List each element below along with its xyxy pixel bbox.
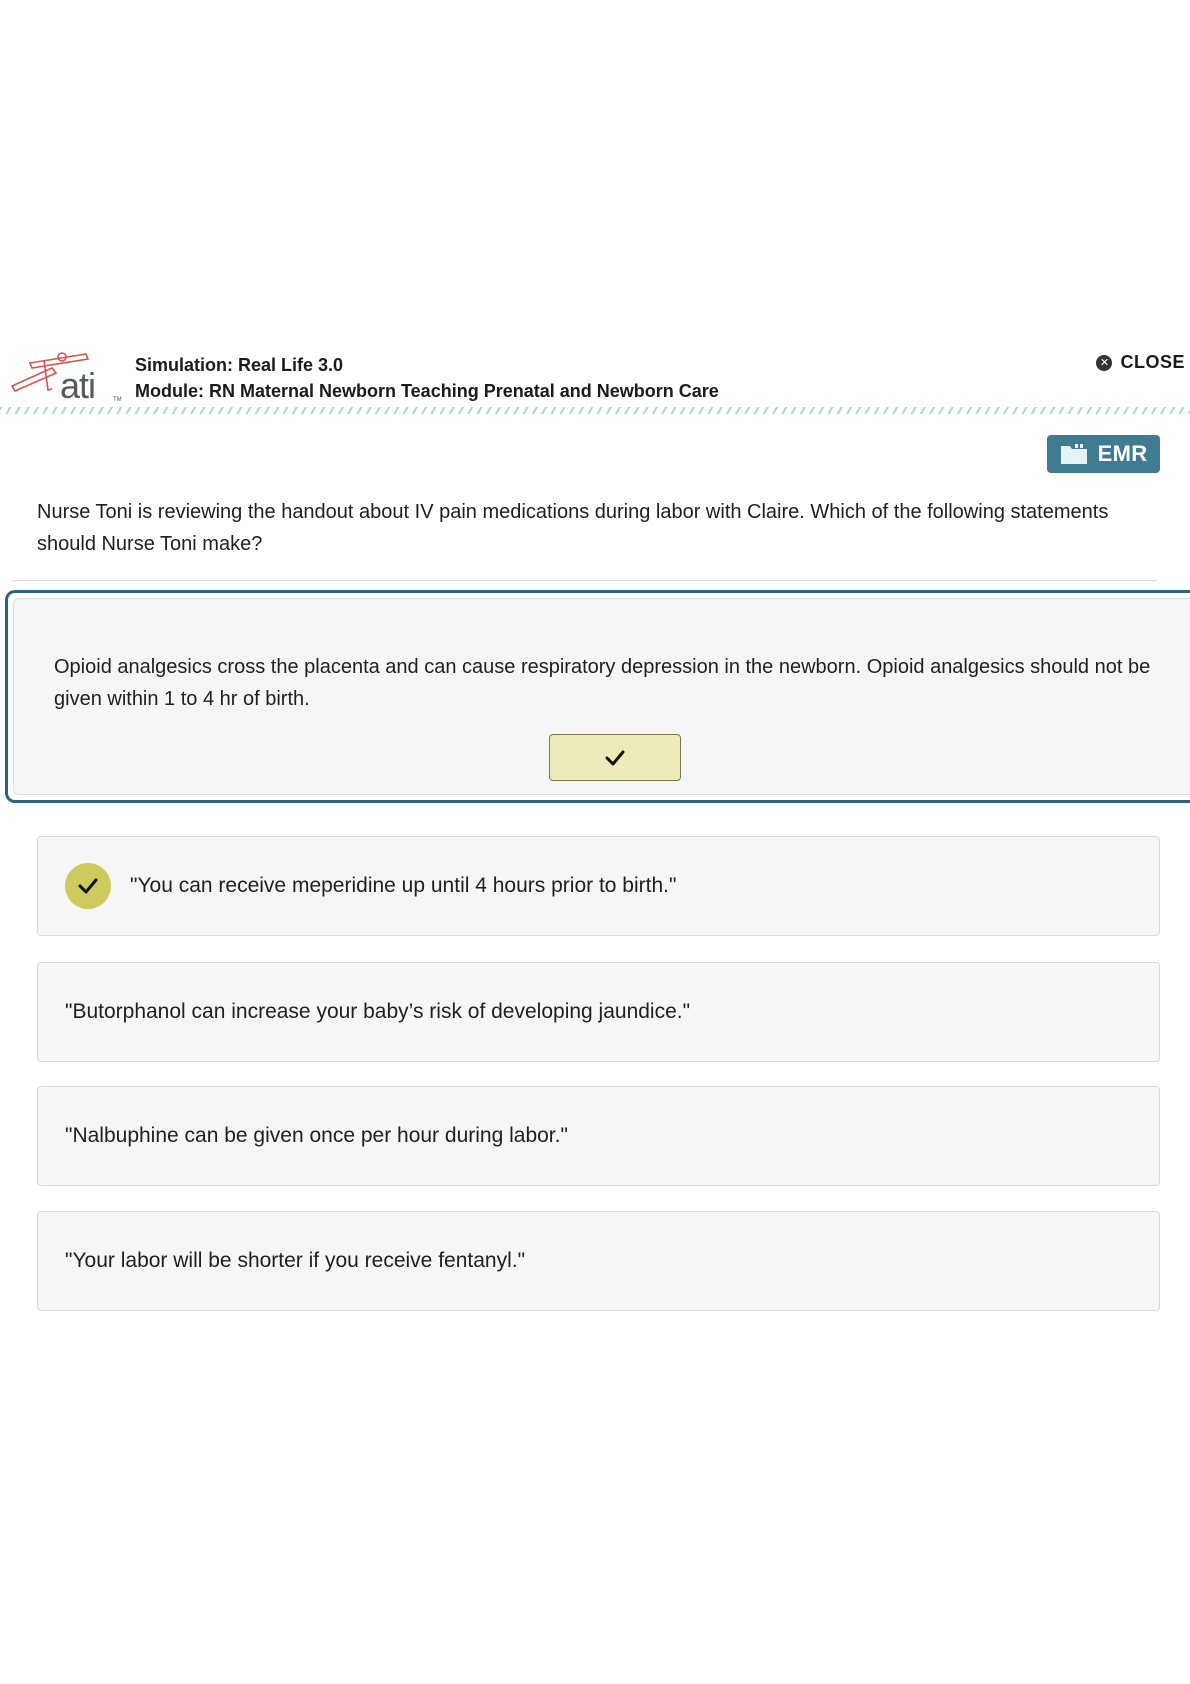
close-circle-icon: ✕: [1096, 355, 1112, 371]
question-text: Nurse Toni is reviewing the handout about IV pain medications during labor with Claire. Which of the following statements should Nurse Toni make?: [37, 501, 1109, 555]
answer-option-3[interactable]: [37, 1086, 1160, 1186]
logo-trademark: TM: [113, 397, 122, 403]
header-titles: [135, 352, 719, 404]
confirm-button[interactable]: [549, 734, 681, 781]
simulation-title: Simulation: Real Life 3.0: [135, 355, 344, 375]
selected-badge: [65, 863, 111, 909]
ati-logo: [10, 348, 122, 406]
option-text: "You can receive meperidine up until 4 hours prior to birth.": [130, 874, 677, 897]
option-text: "Your labor will be shorter if you receive fentanyl.": [65, 1249, 526, 1272]
emr-label: EMR: [1097, 441, 1148, 466]
answer-option-1[interactable]: [37, 836, 1160, 936]
emr-button[interactable]: [1047, 435, 1160, 473]
answer-option-4[interactable]: [37, 1211, 1160, 1311]
folder-icon: [1060, 443, 1088, 465]
logo-text: ati: [60, 365, 96, 406]
checkmark-icon: [605, 750, 625, 766]
feedback-panel: [5, 590, 1190, 803]
option-text: "Butorphanol can increase your baby’s risk of developing jaundice.": [65, 1000, 691, 1023]
module-title: Module: RN Maternal Newborn Teaching Prenatal and Newborn Care: [135, 381, 719, 401]
option-text: "Nalbuphine can be given once per hour during labor.": [65, 1124, 568, 1147]
header-divider: [0, 407, 1190, 414]
app-header: [0, 340, 1190, 420]
answer-option-2[interactable]: [37, 962, 1160, 1062]
checkmark-icon: [78, 878, 98, 894]
feedback-text: Opioid analgesics cross the placenta and can cause respiratory depression in the newborn. Opioid analgesics should not be given within 1 to 4 hr of birth.: [54, 656, 1151, 710]
question-divider: [12, 580, 1157, 581]
close-button[interactable]: [1096, 352, 1185, 373]
feedback-inner: [13, 598, 1190, 795]
close-label: CLOSE: [1120, 352, 1185, 372]
